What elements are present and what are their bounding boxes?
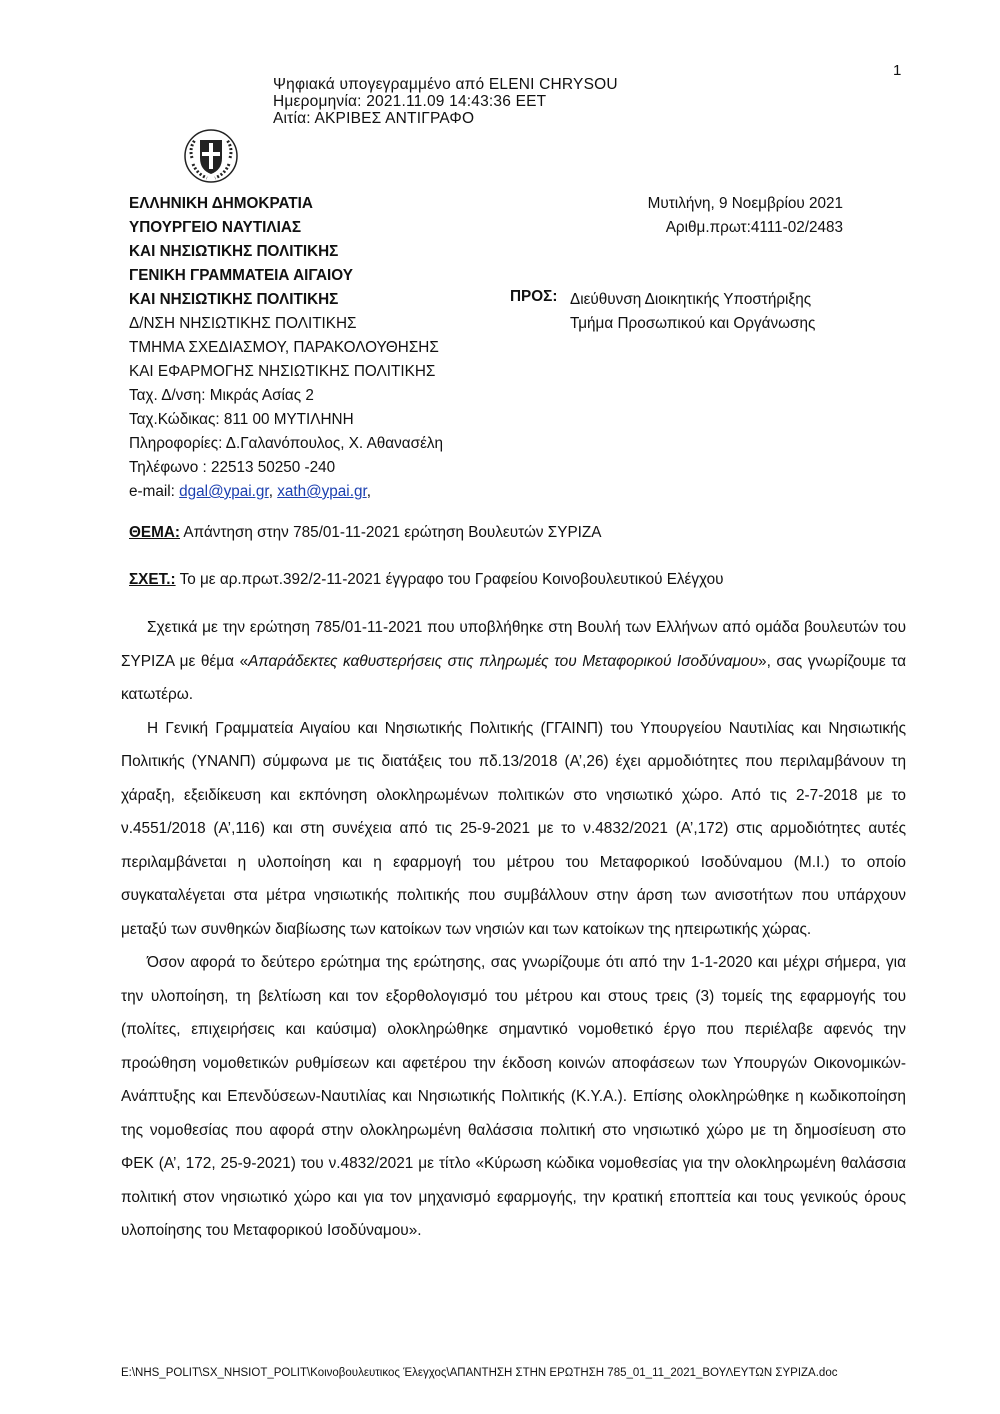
sender-address: Ταχ. Δ/νση: Μικράς Ασίας 2 — [129, 387, 314, 404]
body-italic-title: Απαράδεκτες καθυστερήσεις στις πληρωμές του Μεταφορικού Ισοδύναμου — [248, 652, 759, 670]
sender-line: ΤΜΗΜΑ ΣΧΕΔΙΑΣΜΟΥ, ΠΑΡΑΚΟΛΟΥΘΗΣΗΣ — [129, 339, 439, 356]
reference-line — [129, 571, 724, 589]
reference-label: ΣΧΕΤ.: — [129, 571, 176, 588]
signature-reason: Αιτία: ΑΚΡΙΒΕΣ ΑΝΤΙΓΡΑΦΟ — [273, 110, 475, 127]
sender-line: ΚΑΙ ΝΗΣΙΩΤΙΚΗΣ ΠΟΛΙΤΙΚΗΣ — [129, 243, 339, 260]
date-block — [580, 192, 843, 240]
signature-date: Ημερομηνία: 2021.11.09 14:43:36 EET — [273, 93, 547, 110]
recipient-block — [570, 288, 815, 336]
email-label: e-mail: — [129, 483, 180, 500]
email-link-xath[interactable]: xath@ypai.gr — [277, 483, 367, 500]
sender-line: ΕΛΛΗΝΙΚΗ ΔΗΜΟΚΡΑΤΙΑ — [129, 195, 313, 212]
sender-email-line — [129, 480, 443, 504]
sender-postcode: Ταχ.Κώδικας: 811 00 ΜΥΤΙΛΗΝΗ — [129, 411, 354, 428]
document-body — [121, 611, 906, 1248]
email-link-dgal[interactable]: dgal@ypai.gr — [179, 483, 269, 500]
signature-signer: Ψηφιακά υπογεγραμμένο από ELENI CHRYSOU — [273, 76, 618, 93]
body-paragraph: Η Γενική Γραμματεία Αιγαίου και Νησιωτικής Πολιτικής (ΓΓΑΙΝΠ) του Υπουργείου Ναυτιλίας και Νησιωτικής Πολιτικής (ΥΝΑΝΠ) σύμφωνα με τις διατάξεις του πδ.13/2018 (Α’,26) έχει αρμοδιότητες που περιλαμβάνουν τη χάραξη, εξειδίκευση και εκπόνηση ολοκληρωμένων πολιτικών στο νησιωτικό χώρο. Από τις 2-7-2018 με το ν.4551/2018 (Α’,116) και στη συνέχεια από τις 25-9-2021 με το ν.4832/2021 (Α’,172) στις αρμοδιότητες αυτές περιλαμβάνεται η υλοποίηση και η εφαρμογή του μέτρου του Μεταφορικού Ισοδύναμου (Μ.Ι.) το οποίο συγκαταλέγεται στα μέτρα νησιωτικής πολιτικής που συμβάλλουν στην άρση των ανισοτήτων που υπάρχουν μεταξύ των συνθηκών διαβίωσης των κατοίκων των νησιών και των κατοίκων της ηπειρωτικής χώρας. — [121, 719, 906, 938]
reference-text: Το με αρ.πρωτ.392/2-11-2021 έγγραφο του Γραφείου Κοινοβουλευτικού Ελέγχου — [175, 571, 724, 588]
subject-label: ΘΕΜΑ: — [129, 524, 180, 541]
recipient-line: Διεύθυνση Διοικητικής Υποστήριξης — [570, 291, 812, 308]
body-text: Σχετικά με την ερώτηση 785/01-11-2021 που υποβλήθηκε στη Βουλή των Ελλήνων από ομάδα βουλευτών του ΣΥΡΙΖΑ με θέμα « — [121, 619, 906, 670]
sender-contacts: Πληροφορίες: Δ.Γαλανόπουλος, Χ. Αθανασέλη — [129, 435, 444, 452]
recipient-label: ΠΡΟΣ: — [510, 288, 558, 305]
protocol-number: Αριθμ.πρωτ:4111-02/2483 — [665, 219, 843, 236]
sender-line: ΥΠΟΥΡΓΕΙΟ ΝΑΥΤΙΛΙΑΣ — [129, 219, 302, 236]
sender-line: Δ/ΝΣΗ ΝΗΣΙΩΤΙΚΗΣ ΠΟΛΙΤΙΚΗΣ — [129, 315, 357, 332]
sender-line: ΚΑΙ ΝΗΣΙΩΤΙΚΗΣ ΠΟΛΙΤΙΚΗΣ — [129, 291, 339, 308]
sender-phone: Τηλέφωνο : 22513 50250 -240 — [129, 459, 336, 476]
email-separator: , — [268, 483, 278, 500]
document-date: Μυτιλήνη, 9 Νοεμβρίου 2021 — [647, 195, 843, 212]
email-trail: , — [366, 483, 371, 500]
recipient-line: Τμήμα Προσωπικού και Οργάνωσης — [570, 315, 816, 332]
sender-block — [129, 192, 443, 504]
page-number: 1 — [893, 62, 902, 79]
subject-text: Απάντηση στην 785/01-11-2021 ερώτηση Βουλευτών ΣΥΡΙΖΑ — [180, 524, 602, 541]
hellenic-republic-emblem-icon — [183, 128, 239, 184]
body-paragraph — [121, 611, 906, 712]
digital-signature-stamp — [273, 76, 618, 127]
file-path-footer: E:\NHS_POLIT\SX_NHSIOT_POLIT\Κοινοβουλευτικος Έλεγχος\ΑΠΑΝΤΗΣΗ ΣΤΗΝ ΕΡΩΤΗΣΗ 785_01_11_2021_ΒΟΥΛΕΥΤΩΝ ΣΥΡΙΖΑ.doc — [121, 1367, 838, 1379]
subject-line — [129, 524, 601, 542]
body-text: », σας γνωρίζουμε τα κατωτέρω. — [121, 652, 906, 703]
sender-line: ΓΕΝΙΚΗ ΓΡΑΜΜΑΤΕΙΑ ΑΙΓΑΙΟΥ — [129, 267, 353, 284]
sender-line: ΚΑΙ ΕΦΑΡΜΟΓΗΣ ΝΗΣΙΩΤΙΚΗΣ ΠΟΛΙΤΙΚΗΣ — [129, 363, 436, 380]
body-paragraph: Όσον αφορά το δεύτερο ερώτημα της ερώτησης, σας γνωρίζουμε ότι από την 1-1-2020 και μέχρι σήμερα, για την υλοποίηση, τη βελτίωση και τον εξορθολογισμό του μέτρου και στους τρεις (3) τομείς της εφαρμογής του (πολίτες, επιχειρήσεις και καύσιμα) ολοκληρώθηκε σημαντικό νομοθετικό έργο που περιέλαβε αφενός την προώθηση νομοθετικών ρυθμίσεων και αφετέρου την έκδοση κοινών αποφάσεων των Υπουργών Οικονομικών-Ανάπτυξης και Επενδύσεων-Ναυτιλίας και Νησιωτικής Πολιτικής (Κ.Υ.Α.). Επίσης ολοκληρώθηκε η κωδικοποίηση της νομοθεσίας που αφορά στην ολοκληρωμένη θαλάσσια πολιτική στο νησιωτικό χώρο με τη δημοσίευση στο ΦΕΚ (Α’, 172, 25-9-2021) του ν.4832/2021 με τίτλο «Κύρωση κώδικα νομοθεσίας για την ολοκληρωμένη θαλάσσια πολιτική στον νησιωτικό χώρο και για τον μηχανισμό εφαρμογής, την κρατική εποπτεία και τους γενικούς όρους υλοποίησης του Μεταφορικού Ισοδύναμου». — [121, 954, 906, 1239]
